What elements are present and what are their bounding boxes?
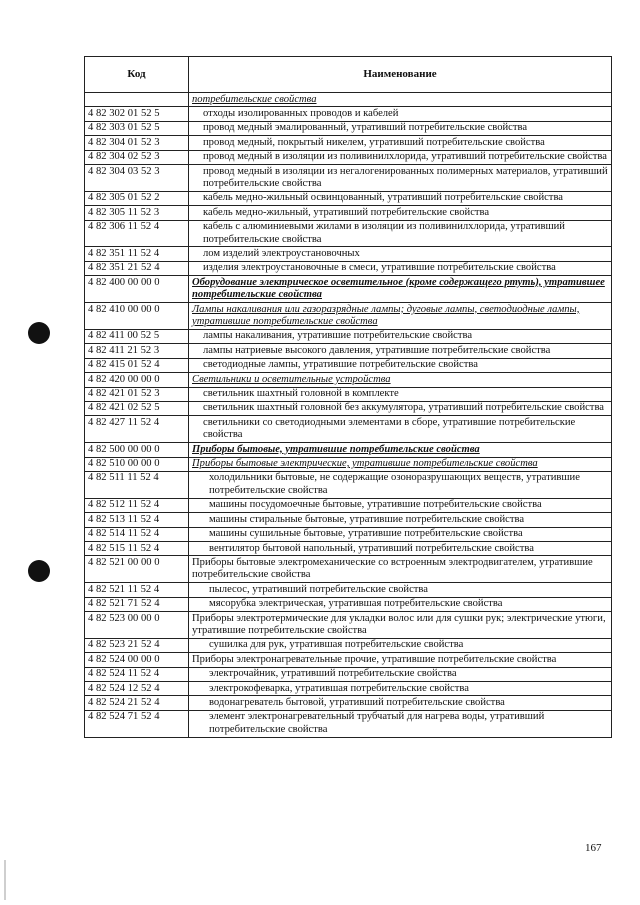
row-name: светодиодные лампы, утратившие потребительские свойства	[189, 358, 612, 372]
row-code: 4 82 351 11 52 4	[85, 247, 189, 261]
row-code: 4 82 351 21 52 4	[85, 261, 189, 275]
row-code: 4 82 521 71 52 4	[85, 597, 189, 611]
row-code: 4 82 514 11 52 4	[85, 527, 189, 541]
row-name: мясорубка электрическая, утратившая потребительские свойства	[189, 597, 612, 611]
row-name: электрокофеварка, утратившая потребительские свойства	[189, 682, 612, 696]
table-row	[85, 329, 612, 343]
row-code: 4 82 304 02 52 3	[85, 150, 189, 164]
table-row	[85, 498, 612, 512]
header-name: Наименование	[189, 57, 612, 93]
row-code: 4 82 421 01 52 3	[85, 387, 189, 401]
row-name: провод медный эмалированный, утративший потребительские свойства	[189, 121, 612, 135]
row-name: Лампы накаливания или газоразрядные лампы; дуговые лампы, светодиодные лампы, утратившие потребительские свойства	[189, 303, 612, 330]
classifier-table	[84, 56, 612, 738]
row-code: 4 82 304 01 52 3	[85, 136, 189, 150]
row-code: 4 82 524 11 52 4	[85, 667, 189, 681]
table-row	[85, 261, 612, 275]
row-name: машины стиральные бытовые, утратившие потребительские свойства	[189, 513, 612, 527]
row-name: потребительские свойства	[189, 93, 612, 107]
row-name: Оборудование электрическое осветительное (кроме содержащего ртуть), утратившее потребительские свойства	[189, 276, 612, 303]
table-row	[85, 542, 612, 556]
row-code: 4 82 510 00 00 0	[85, 457, 189, 471]
table-row	[85, 696, 612, 710]
row-name: сушилка для рук, утратившая потребительские свойства	[189, 638, 612, 652]
row-code: 4 82 305 11 52 3	[85, 206, 189, 220]
row-name: холодильники бытовые, не содержащие озоноразрушающих веществ, утратившие потребительские свойства	[189, 471, 612, 498]
row-code: 4 82 523 21 52 4	[85, 638, 189, 652]
table-row	[85, 583, 612, 597]
row-code: 4 82 411 00 52 5	[85, 329, 189, 343]
table-row	[85, 373, 612, 387]
table-row	[85, 303, 612, 330]
table-row	[85, 638, 612, 652]
header-code: Код	[85, 57, 189, 93]
row-code: 4 82 500 00 00 0	[85, 443, 189, 457]
row-code: 4 82 420 00 00 0	[85, 373, 189, 387]
row-name: вентилятор бытовой напольный, утративший потребительские свойства	[189, 542, 612, 556]
row-code: 4 82 513 11 52 4	[85, 513, 189, 527]
table-row	[85, 653, 612, 667]
row-name: лампы накаливания, утратившие потребительские свойства	[189, 329, 612, 343]
row-name: пылесос, утративший потребительские свойства	[189, 583, 612, 597]
row-code: 4 82 523 00 00 0	[85, 612, 189, 639]
row-code: 4 82 524 21 52 4	[85, 696, 189, 710]
row-code	[85, 93, 189, 107]
table-row	[85, 556, 612, 583]
row-code: 4 82 411 21 52 3	[85, 344, 189, 358]
row-name: провод медный в изоляции из негалогенированных полимерных материалов, утративший потребительские свойства	[189, 165, 612, 192]
table-row	[85, 416, 612, 443]
table-row	[85, 150, 612, 164]
row-code: 4 82 415 01 52 4	[85, 358, 189, 372]
row-name: Приборы бытовые электромеханические со встроенным электродвигателем, утратившие потребительские свойства	[189, 556, 612, 583]
row-name: светильник шахтный головной в комплекте	[189, 387, 612, 401]
row-code: 4 82 515 11 52 4	[85, 542, 189, 556]
table-body	[85, 93, 612, 738]
row-code: 4 82 511 11 52 4	[85, 471, 189, 498]
row-code: 4 82 521 11 52 4	[85, 583, 189, 597]
row-name: светильник шахтный головной без аккумулятора, утративший потребительские свойства	[189, 401, 612, 415]
table-row	[85, 276, 612, 303]
table-row	[85, 457, 612, 471]
page-number: 167	[585, 842, 602, 854]
row-name: Приборы электротермические для укладки волос или для сушки рук; электрические утюги, утратившие потребительские свойства	[189, 612, 612, 639]
row-name: водонагреватель бытовой, утративший потребительские свойства	[189, 696, 612, 710]
row-name: Приборы электронагревательные прочие, утратившие потребительские свойства	[189, 653, 612, 667]
row-code: 4 82 421 02 52 5	[85, 401, 189, 415]
row-name: провод медный, покрытый никелем, утративший потребительские свойства	[189, 136, 612, 150]
row-code: 4 82 427 11 52 4	[85, 416, 189, 443]
row-name: изделия электроустановочные в смеси, утратившие потребительские свойства	[189, 261, 612, 275]
row-name: кабель с алюминиевыми жилами в изоляции из поливинилхлорида, утративший потребительские свойства	[189, 220, 612, 247]
table-row	[85, 220, 612, 247]
row-name: Приборы бытовые электрические, утратившие потребительские свойства	[189, 457, 612, 471]
table-header-row	[85, 57, 612, 93]
row-code: 4 82 524 12 52 4	[85, 682, 189, 696]
table-row	[85, 612, 612, 639]
row-name: провод медный в изоляции из поливинилхлорида, утративший потребительские свойства	[189, 150, 612, 164]
row-name: отходы изолированных проводов и кабелей	[189, 107, 612, 121]
table-row	[85, 344, 612, 358]
row-name: электрочайник, утративший потребительские свойства	[189, 667, 612, 681]
table-row	[85, 710, 612, 737]
row-name: машины сушильные бытовые, утратившие потребительские свойства	[189, 527, 612, 541]
row-name: лампы натриевые высокого давления, утратившие потребительские свойства	[189, 344, 612, 358]
table-row	[85, 471, 612, 498]
table-row	[85, 121, 612, 135]
row-code: 4 82 302 01 52 5	[85, 107, 189, 121]
table-row	[85, 136, 612, 150]
table-row	[85, 358, 612, 372]
row-name: Приборы бытовые, утратившие потребительские свойства	[189, 443, 612, 457]
table-row	[85, 206, 612, 220]
table-row	[85, 513, 612, 527]
row-name: лом изделий электроустановочных	[189, 247, 612, 261]
table-row	[85, 93, 612, 107]
row-name: Светильники и осветительные устройства	[189, 373, 612, 387]
table-row	[85, 443, 612, 457]
row-code: 4 82 524 00 00 0	[85, 653, 189, 667]
table-row	[85, 597, 612, 611]
row-code: 4 82 306 11 52 4	[85, 220, 189, 247]
row-name: элемент электронагревательный трубчатый для нагрева воды, утративший потребительские свойства	[189, 710, 612, 737]
binder-punch-hole-top	[28, 322, 50, 344]
table-row	[85, 667, 612, 681]
row-name: кабель медно-жильный освинцованный, утративший потребительские свойства	[189, 191, 612, 205]
table-row	[85, 165, 612, 192]
table-row	[85, 527, 612, 541]
scan-edge-mark	[4, 860, 6, 900]
table-row	[85, 191, 612, 205]
binder-punch-hole-bottom	[28, 560, 50, 582]
row-code: 4 82 410 00 00 0	[85, 303, 189, 330]
row-code: 4 82 400 00 00 0	[85, 276, 189, 303]
row-code: 4 82 512 11 52 4	[85, 498, 189, 512]
table-row	[85, 107, 612, 121]
row-code: 4 82 303 01 52 5	[85, 121, 189, 135]
row-code: 4 82 305 01 52 2	[85, 191, 189, 205]
table-row	[85, 682, 612, 696]
row-name: машины посудомоечные бытовые, утратившие потребительские свойства	[189, 498, 612, 512]
row-name: светильники со светодиодными элементами в сборе, утратившие потребительские свойства	[189, 416, 612, 443]
table-row	[85, 401, 612, 415]
row-code: 4 82 524 71 52 4	[85, 710, 189, 737]
row-code: 4 82 304 03 52 3	[85, 165, 189, 192]
row-code: 4 82 521 00 00 0	[85, 556, 189, 583]
row-name: кабель медно-жильный, утративший потребительские свойства	[189, 206, 612, 220]
table-row	[85, 387, 612, 401]
table-row	[85, 247, 612, 261]
